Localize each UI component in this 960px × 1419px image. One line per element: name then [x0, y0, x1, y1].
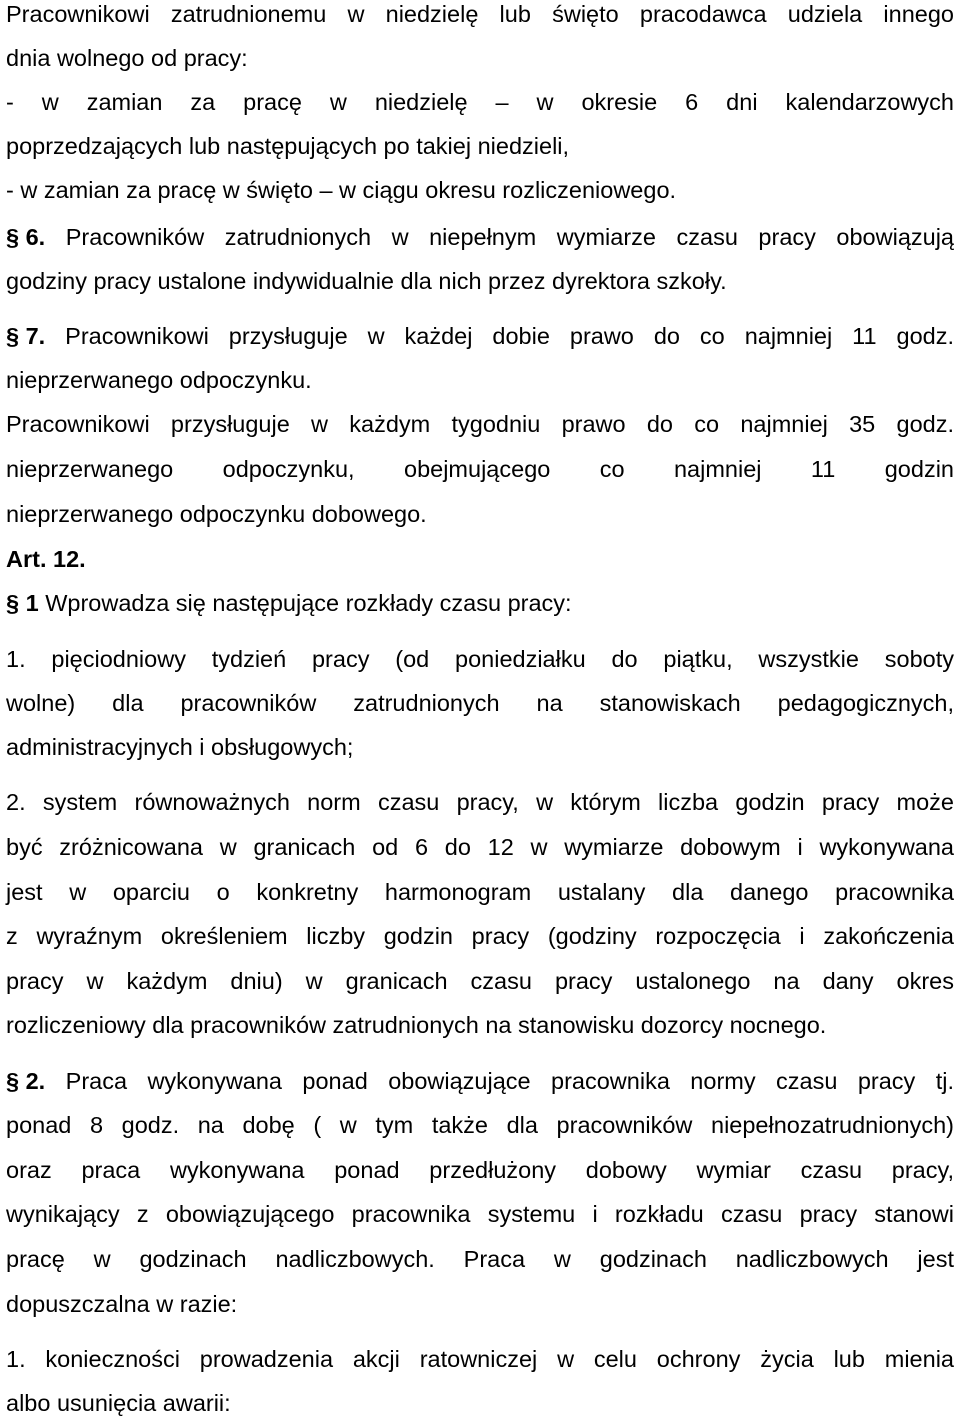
text-line: godziny pracy ustalone indywidualnie dla nich przez dyrektora szkoły.: [6, 268, 727, 294]
text-line: ponad 8 godz. na dobę ( w tym także dla pracowników niepełnozatrudnionych): [6, 1112, 954, 1138]
text-line: administracyjnych i obsługowych;: [6, 734, 354, 760]
section-mark: § 6.: [6, 224, 46, 250]
text-line: Pracownikowi zatrudnionemu w niedzielę lub święto pracodawca udziela innego: [6, 1, 954, 27]
text-line: rozliczeniowy dla pracowników zatrudnionych na stanowisku dozorcy nocnego.: [6, 1012, 827, 1038]
list-item: 1. konieczności prowadzenia akcji ratowniczej w celu ochrony życia lub mienia: [6, 1346, 954, 1372]
section-mark: § 7.: [6, 323, 46, 349]
text-line: jest w oparciu o konkretny harmonogram ustalany dla danego pracownika: [6, 879, 954, 905]
text-line: pracy w każdym dniu) w granicach czasu pracy ustalonego na dany okres: [6, 968, 954, 994]
section-text: Wprowadza się następujące rozkłady czasu pracy:: [45, 590, 572, 616]
section-6-line: [6, 223, 954, 251]
text-line: nieprzerwanego odpoczynku.: [6, 367, 312, 393]
list-item: 1. pięciodniowy tydzień pracy (od poniedziałku do piątku, wszystkie soboty: [6, 646, 954, 672]
text-line: Pracownikowi przysługuje w każdym tygodniu prawo do co najmniej 35 godz.: [6, 411, 954, 437]
section-mark: § 1: [6, 590, 39, 616]
section-mark: § 2.: [6, 1068, 46, 1094]
section-text: Pracowników zatrudnionych w niepełnym wymiarze czasu pracy obowiązują: [65, 224, 955, 250]
section-text: Praca wykonywana ponad obowiązujące pracownika normy czasu pracy tj.: [65, 1068, 955, 1094]
section-7-line: [6, 322, 954, 350]
section-text: Pracownikowi przysługuje w każdej dobie prawo do co najmniej 11 godz.: [65, 323, 955, 349]
text-line: z wyraźnym określeniem liczby godzin pracy (godziny rozpoczęcia i zakończenia: [6, 923, 954, 949]
article-heading: Art. 12.: [6, 546, 86, 572]
section-2-line: [6, 1067, 954, 1095]
text-line: wolne) dla pracowników zatrudnionych na stanowiskach pedagogicznych,: [6, 690, 954, 716]
text-line: wynikający z obowiązującego pracownika systemu i rozkładu czasu pracy stanowi: [6, 1201, 954, 1227]
text-line: - w zamian za pracę w niedzielę – w okresie 6 dni kalendarzowych: [6, 89, 954, 115]
text-line: - w zamian za pracę w święto – w ciągu okresu rozliczeniowego.: [6, 177, 677, 203]
text-line: być zróżnicowana w granicach od 6 do 12 w wymiarze dobowym i wykonywana: [6, 834, 954, 860]
text-line: dopuszczalna w razie:: [6, 1291, 238, 1317]
text-line: oraz praca wykonywana ponad przedłużony dobowy wymiar czasu pracy,: [6, 1157, 954, 1183]
list-item: 2. system równoważnych norm czasu pracy, w którym liczba godzin pracy może: [6, 789, 954, 815]
text-line: albo usunięcia awarii:: [6, 1390, 231, 1416]
text-line: pracę w godzinach nadliczbowych. Praca w godzinach nadliczbowych jest: [6, 1246, 954, 1272]
section-1-line: [6, 589, 954, 617]
text-line: nieprzerwanego odpoczynku, obejmującego co najmniej 11 godzin: [6, 456, 954, 482]
text-line: nieprzerwanego odpoczynku dobowego.: [6, 501, 427, 527]
text-line: dnia wolnego od pracy:: [6, 45, 248, 71]
text-line: poprzedzających lub następujących po takiej niedzieli,: [6, 133, 570, 159]
